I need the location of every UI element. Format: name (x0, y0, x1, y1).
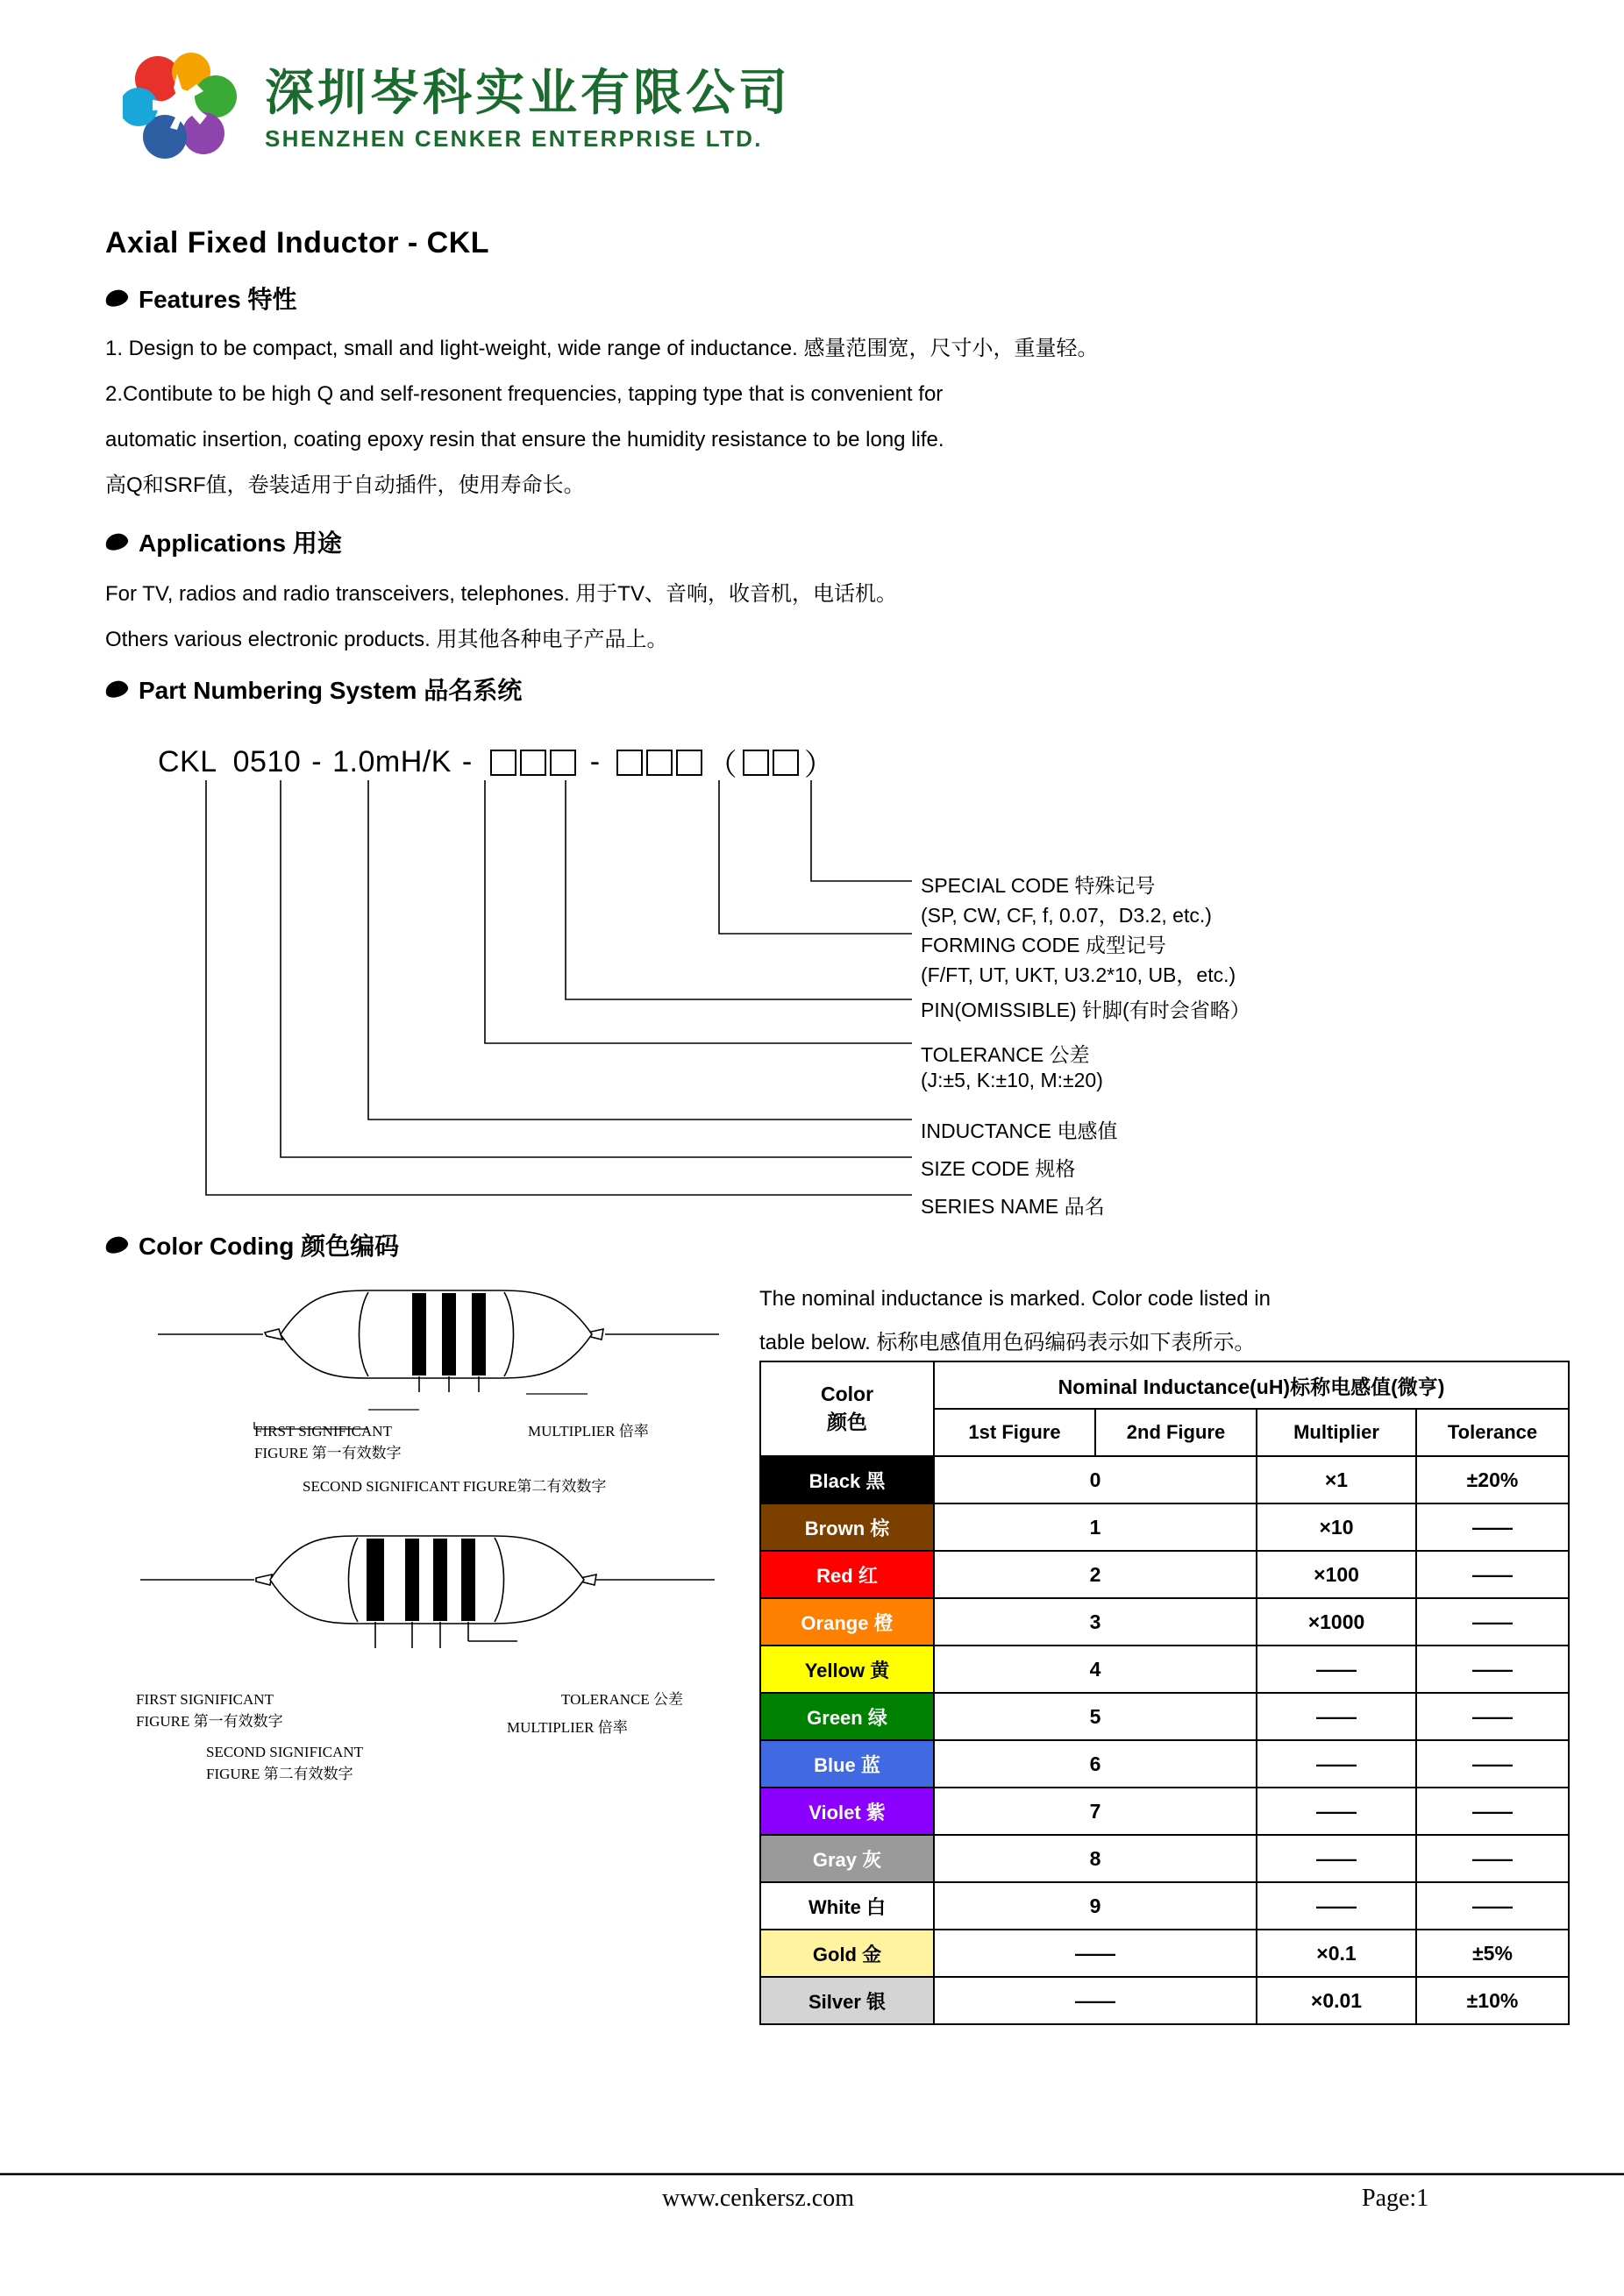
table-cell-color-name: Violet 紫 (760, 1788, 934, 1835)
table-cell-tolerance: —— (1416, 1788, 1569, 1835)
table-cell-figure: 9 (934, 1882, 1257, 1930)
page-title: Axial Fixed Inductor - CKL (105, 226, 490, 259)
table-cell-figure: 3 (934, 1598, 1257, 1646)
pn-paren-close: ） (804, 749, 835, 782)
table-cell-figure: 0 (934, 1456, 1257, 1503)
pn-box (520, 750, 546, 776)
table-cell-multiplier: —— (1257, 1740, 1416, 1788)
table-cell-figure: 8 (934, 1835, 1257, 1882)
pn-label-size-code: SIZE CODE 规格 (921, 1157, 1076, 1180)
section-features-label: Features 特性 (139, 286, 297, 313)
table-cell-figure: —— (934, 1930, 1257, 1977)
table-row (760, 1740, 1569, 1788)
footer-url: www.cenkersz.com (662, 2185, 854, 2212)
table-cell-multiplier: —— (1257, 1646, 1416, 1693)
pn-size: 0510 (232, 745, 302, 778)
table-cell-color-name: Red 红 (760, 1551, 934, 1598)
table-cell-multiplier: —— (1257, 1882, 1416, 1930)
pn-box (550, 750, 576, 776)
diagram2-first-figure-label-2: FIGURE 第一有效数字 (136, 1713, 283, 1730)
features-line-2: 2.Contibute to be high Q and self-resonent frequencies, tapping type that is convenient for (105, 382, 944, 406)
diagram2-second-figure-label-1: SECOND SIGNIFICANT (206, 1744, 363, 1760)
pn-inductance: 1.0mH/K (332, 745, 452, 778)
bullet-icon (103, 1233, 130, 1255)
table-cell-multiplier: ×10 (1257, 1503, 1416, 1551)
diagram1-second-figure-label: SECOND SIGNIFICANT FIGURE第二有效数字 (303, 1478, 607, 1495)
table-cell-tolerance: —— (1416, 1693, 1569, 1740)
features-line-1: 1. Design to be compact, small and light-weight, wide range of inductance. 感量范围宽，尺寸小，重量轻。 (105, 337, 1099, 360)
table-cell-color-name: Silver 银 (760, 1977, 934, 2024)
table-cell-color-name: Brown 棕 (760, 1503, 934, 1551)
pn-box (743, 750, 769, 776)
pn-paren-open: （ (707, 749, 738, 782)
table-cell-tolerance: —— (1416, 1598, 1569, 1646)
company-name-en: SHENZHEN CENKER ENTERPRISE LTD. (265, 125, 763, 153)
table-header-multiplier: Multiplier (1257, 1409, 1416, 1456)
diagram2-first-figure-label-1: FIRST SIGNIFICANT (136, 1691, 274, 1708)
table-cell-color-name: Blue 蓝 (760, 1740, 934, 1788)
applications-line-2: Others various electronic products. 用其他各种电子产品上。 (105, 628, 668, 651)
table-cell-tolerance: ±20% (1416, 1456, 1569, 1503)
bullet-icon (103, 678, 130, 700)
pn-label-forming-code-detail: (F/FT, UT, UKT, U3.2*10, UB，etc.) (921, 963, 1236, 986)
table-cell-tolerance: —— (1416, 1740, 1569, 1788)
pn-box (646, 750, 673, 776)
table-row (760, 1788, 1569, 1835)
section-features (105, 281, 297, 316)
company-name-block (265, 64, 791, 153)
features-line-3: automatic insertion, coating epoxy resin that ensure the humidity resistance to be long life. (105, 428, 944, 451)
table-header-tolerance: Tolerance (1416, 1409, 1569, 1456)
color-coding-note-2: table below. 标称电感值用色码编码表示如下表所示。 (759, 1331, 1256, 1354)
table-cell-multiplier: ×1000 (1257, 1598, 1416, 1646)
table-row (760, 1930, 1569, 1977)
section-applications-label: Applications 用途 (139, 530, 342, 557)
table-cell-color-name: White 白 (760, 1882, 934, 1930)
table-cell-color-name: Yellow 黄 (760, 1646, 934, 1693)
pn-sep-2: - (461, 745, 473, 778)
table-cell-multiplier: —— (1257, 1693, 1416, 1740)
table-cell-tolerance: —— (1416, 1646, 1569, 1693)
pn-forming-boxes (615, 750, 704, 776)
footer-page-number: Page:1 (1362, 2185, 1429, 2212)
pn-label-tolerance-detail: (J:±5, K:±10, M:±20) (921, 1069, 1103, 1091)
table-cell-figure: 1 (934, 1503, 1257, 1551)
table-row (760, 1882, 1569, 1930)
company-header (123, 53, 791, 167)
table-cell-multiplier: ×0.01 (1257, 1977, 1416, 2024)
pn-sep-3: - (589, 745, 601, 778)
pn-box (490, 750, 516, 776)
pn-series: CKL (158, 745, 217, 778)
diagram1-first-figure-label-1: FIRST SIGNIFICANT (254, 1423, 392, 1439)
table-cell-tolerance: ±10% (1416, 1977, 1569, 2024)
table-cell-color-name: Orange 橙 (760, 1598, 934, 1646)
table-cell-figure: 7 (934, 1788, 1257, 1835)
table-cell-multiplier: —— (1257, 1788, 1416, 1835)
section-applications (105, 524, 342, 559)
pn-label-special-code-detail: (SP, CW, CF, f, 0.07，D3.2, etc.) (921, 904, 1212, 927)
inductor-diagram-4band (132, 1525, 728, 1648)
table-header-1st-figure: 1st Figure (934, 1409, 1095, 1456)
diagram2-multiplier-label: MULTIPLIER 倍率 (507, 1719, 628, 1736)
pn-box (676, 750, 702, 776)
table-cell-multiplier: ×100 (1257, 1551, 1416, 1598)
section-color-coding (105, 1227, 399, 1262)
table-header-color-en: Color (820, 1383, 874, 1405)
table-cell-figure: 4 (934, 1646, 1257, 1693)
table-cell-figure: 2 (934, 1551, 1257, 1598)
company-logo-icon (123, 53, 246, 167)
table-body (760, 1456, 1569, 2024)
diagram1-leader-lines (149, 1278, 728, 1497)
pn-label-series-name: SERIES NAME 品名 (921, 1195, 1105, 1218)
table-cell-tolerance: —— (1416, 1503, 1569, 1551)
table-row (760, 1456, 1569, 1503)
pn-box (773, 750, 799, 776)
bullet-icon (103, 530, 130, 552)
section-part-numbering (105, 672, 522, 707)
table-row (760, 1977, 1569, 2024)
table-header-color-cn: 颜色 (827, 1411, 867, 1433)
table-cell-color-name: Gray 灰 (760, 1835, 934, 1882)
pn-pin-boxes (488, 750, 578, 776)
table-row (760, 1598, 1569, 1646)
pn-label-special-code: SPECIAL CODE 特殊记号 (921, 874, 1156, 897)
bullet-icon (103, 287, 130, 309)
table-cell-color-name: Green 绿 (760, 1693, 934, 1740)
features-line-4: 高Q和SRF值，卷装适用于自动插件，使用寿命长。 (105, 473, 585, 497)
table-cell-figure: —— (934, 1977, 1257, 2024)
footer-divider (0, 2172, 1624, 2176)
table-cell-tolerance: —— (1416, 1835, 1569, 1882)
table-cell-color-name: Gold 金 (760, 1930, 934, 1977)
table-row (760, 1693, 1569, 1740)
part-number-example (158, 741, 835, 784)
table-cell-figure: 6 (934, 1740, 1257, 1788)
diagram2-second-figure-label-2: FIGURE 第二有效数字 (206, 1766, 353, 1782)
color-coding-note-1: The nominal inductance is marked. Color code listed in (759, 1287, 1271, 1311)
table-header-row-1 (760, 1361, 1569, 1409)
table-row (760, 1503, 1569, 1551)
table-row (760, 1835, 1569, 1882)
diagram2-tolerance-label: TOLERANCE 公差 (561, 1691, 683, 1708)
table-cell-color-name: Black 黑 (760, 1456, 934, 1503)
pn-box (616, 750, 643, 776)
table-header-2nd-figure: 2nd Figure (1095, 1409, 1257, 1456)
pn-label-forming-code: FORMING CODE 成型记号 (921, 934, 1166, 956)
table-cell-figure: 5 (934, 1693, 1257, 1740)
table-cell-tolerance: —— (1416, 1551, 1569, 1598)
pn-sep-1: - (311, 745, 323, 778)
applications-line-1: For TV, radios and radio transceivers, telephones. 用于TV、音响，收音机，电话机。 (105, 582, 897, 606)
table-cell-multiplier: ×0.1 (1257, 1930, 1416, 1977)
section-part-numbering-label: Part Numbering System 品名系统 (139, 677, 523, 704)
table-header-nominal: Nominal Inductance(uH)标称电感值(微亨) (934, 1361, 1569, 1409)
section-color-coding-label: Color Coding 颜色编码 (139, 1233, 400, 1260)
table-cell-multiplier: —— (1257, 1835, 1416, 1882)
pn-label-pin: PIN(OMISSIBLE) 针脚(有时会省略） (921, 999, 1250, 1021)
pn-label-inductance: INDUCTANCE 电感值 (921, 1120, 1118, 1142)
table-row (760, 1551, 1569, 1598)
pn-special-boxes (741, 750, 801, 776)
table-cell-tolerance: —— (1416, 1882, 1569, 1930)
table-cell-tolerance: ±5% (1416, 1930, 1569, 1977)
table-cell-multiplier: ×1 (1257, 1456, 1416, 1503)
color-code-table (759, 1361, 1570, 2025)
diagram1-first-figure-label-2: FIGURE 第一有效数字 (254, 1445, 402, 1461)
pn-label-tolerance: TOLERANCE 公差 (921, 1043, 1090, 1066)
table-row (760, 1646, 1569, 1693)
diagram1-multiplier-label: MULTIPLIER 倍率 (528, 1423, 649, 1439)
table-header-color (760, 1361, 934, 1456)
company-name-cn: 深圳岑科实业有限公司 (265, 64, 791, 122)
